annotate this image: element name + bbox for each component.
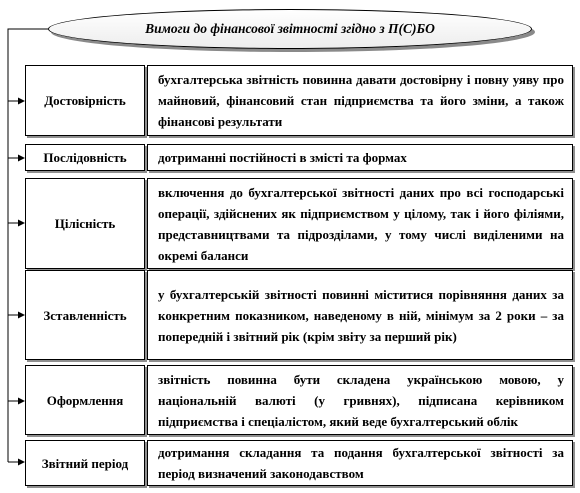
requirement-label-comparability: Зставленність [25,270,145,360]
requirement-text-formatting: звітність повинна бути складена українською мовою, у національній валюті (у гривнях), підписана керівником підприємства і спеціалістом, який веде бухгалтерський облік [147,365,573,435]
requirement-label-integrity: Цілісність [25,178,145,269]
requirement-label-formatting: Оформлення [25,365,145,435]
requirement-label-reliability: Достовірність [25,65,145,136]
requirement-text-consistency: дотриманні постійності в змісті та формах [147,144,573,171]
requirement-label-reporting-period: Звітний період [25,440,145,486]
requirement-text-reporting-period: дотримання складання та подання бухгалтерської звітності за період визначений законодавством [147,440,573,486]
diagram-title: Вимоги до фінансової звітності згідно з П(С)БО [48,9,532,49]
requirement-text-comparability: у бухгалтерській звітності повинні міститися порівняння даних за конкретним показником, наведеному в ній, мінімум за 2 роки – за попередній і звітний рік (крім звіту за перший рік) [147,270,573,360]
requirement-label-consistency: Послідовність [25,144,145,171]
requirement-text-integrity: включення до бухгалтерської звітності даних про всі господарські операції, здійснених як підприємством у цілому, так і його філіями, представництвами та підрозділами, у тому числі виділеними на окремі баланси [147,178,573,269]
requirement-text-reliability: бухгалтерська звітність повинна давати достовірну і повну уяву про майновий, фінансовий стан підприємства та його зміни, а також фінансові результати [147,65,573,136]
